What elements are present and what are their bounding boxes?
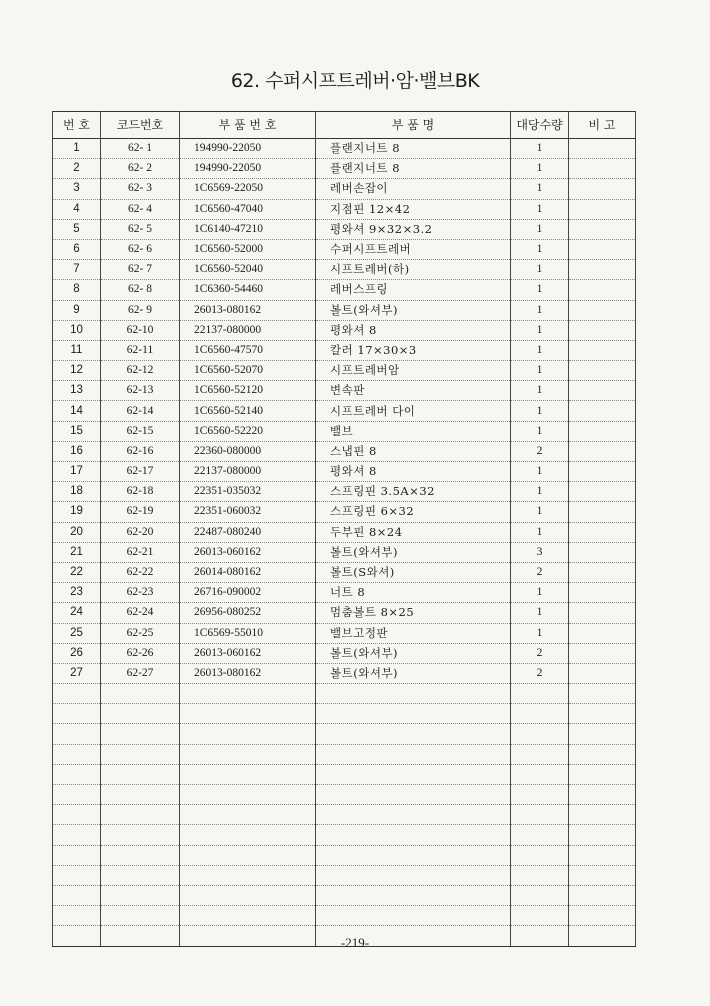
empty-cell xyxy=(180,684,316,704)
row-part-name: 볼트(와셔부) xyxy=(316,643,511,663)
table-row xyxy=(53,421,636,441)
table-row xyxy=(53,159,636,179)
row-code: 62- 7 xyxy=(101,260,180,280)
row-quantity: 1 xyxy=(511,603,569,623)
empty-cell xyxy=(180,805,316,825)
row-code: 62-15 xyxy=(101,421,180,441)
table-row xyxy=(53,260,636,280)
empty-cell xyxy=(101,845,180,865)
table-header-row xyxy=(53,112,636,139)
row-part-number: 1C6560-52220 xyxy=(180,421,316,441)
empty-cell xyxy=(180,906,316,926)
row-number: 21 xyxy=(53,542,101,562)
row-code: 62-22 xyxy=(101,562,180,582)
empty-cell xyxy=(53,906,101,926)
row-quantity: 1 xyxy=(511,583,569,603)
row-number: 18 xyxy=(53,482,101,502)
empty-cell xyxy=(101,885,180,905)
empty-cell xyxy=(511,805,569,825)
row-code: 62- 9 xyxy=(101,300,180,320)
table-row xyxy=(53,562,636,582)
row-part-name: 밸브고정판 xyxy=(316,623,511,643)
row-quantity: 1 xyxy=(511,462,569,482)
table-row xyxy=(53,482,636,502)
empty-cell xyxy=(180,704,316,724)
row-quantity: 1 xyxy=(511,199,569,219)
row-quantity: 1 xyxy=(511,381,569,401)
row-code: 62-17 xyxy=(101,462,180,482)
row-quantity: 1 xyxy=(511,219,569,239)
row-part-number: 26013-080162 xyxy=(180,663,316,683)
row-part-name: 밸브 xyxy=(316,421,511,441)
row-remark xyxy=(569,643,636,663)
header-no: 번 호 xyxy=(53,112,101,139)
row-number: 24 xyxy=(53,603,101,623)
empty-cell xyxy=(53,825,101,845)
table-row xyxy=(53,300,636,320)
empty-cell xyxy=(569,805,636,825)
row-part-name: 레버스프링 xyxy=(316,280,511,300)
row-part-name: 레버손잡이 xyxy=(316,179,511,199)
row-code: 62-24 xyxy=(101,603,180,623)
row-code: 62-11 xyxy=(101,340,180,360)
empty-row xyxy=(53,724,636,744)
empty-cell xyxy=(53,885,101,905)
empty-cell xyxy=(316,906,511,926)
row-code: 62-16 xyxy=(101,441,180,461)
row-remark xyxy=(569,502,636,522)
row-part-number: 22351-035032 xyxy=(180,482,316,502)
row-part-number: 1C6140-47210 xyxy=(180,219,316,239)
empty-cell xyxy=(569,865,636,885)
empty-cell xyxy=(316,845,511,865)
row-number: 23 xyxy=(53,583,101,603)
row-part-number: 22137-080000 xyxy=(180,462,316,482)
row-part-number: 1C6560-52070 xyxy=(180,361,316,381)
table-row xyxy=(53,583,636,603)
row-quantity: 1 xyxy=(511,401,569,421)
row-number: 19 xyxy=(53,502,101,522)
row-code: 62- 3 xyxy=(101,179,180,199)
row-quantity: 1 xyxy=(511,280,569,300)
row-number: 16 xyxy=(53,441,101,461)
row-quantity: 2 xyxy=(511,441,569,461)
table-row xyxy=(53,139,636,159)
row-quantity: 1 xyxy=(511,623,569,643)
row-part-number: 1C6560-52040 xyxy=(180,260,316,280)
row-part-name: 시프트레버(하) xyxy=(316,260,511,280)
empty-cell xyxy=(569,845,636,865)
row-part-name: 평와셔 8 xyxy=(316,462,511,482)
empty-cell xyxy=(511,744,569,764)
row-number: 15 xyxy=(53,421,101,441)
row-part-number: 22137-080000 xyxy=(180,320,316,340)
header-part-number: 부 품 번 호 xyxy=(180,112,316,139)
row-part-name: 지점핀 12×42 xyxy=(316,199,511,219)
header-part-name: 부 품 명 xyxy=(316,112,511,139)
row-quantity: 1 xyxy=(511,421,569,441)
table-row xyxy=(53,239,636,259)
table-row xyxy=(53,623,636,643)
empty-cell xyxy=(53,724,101,744)
row-number: 5 xyxy=(53,219,101,239)
row-number: 22 xyxy=(53,562,101,582)
row-quantity: 1 xyxy=(511,239,569,259)
empty-cell xyxy=(53,865,101,885)
row-part-name: 볼트(와셔부) xyxy=(316,542,511,562)
empty-row xyxy=(53,764,636,784)
row-remark xyxy=(569,623,636,643)
row-remark xyxy=(569,603,636,623)
empty-cell xyxy=(101,744,180,764)
empty-cell xyxy=(101,724,180,744)
row-part-name: 볼트(와셔부) xyxy=(316,663,511,683)
row-remark xyxy=(569,441,636,461)
page-number: -219- xyxy=(340,935,370,950)
row-code: 62-27 xyxy=(101,663,180,683)
row-number: 8 xyxy=(53,280,101,300)
row-part-number: 22360-080000 xyxy=(180,441,316,461)
row-quantity: 1 xyxy=(511,361,569,381)
row-remark xyxy=(569,542,636,562)
empty-row xyxy=(53,906,636,926)
row-remark xyxy=(569,139,636,159)
empty-cell xyxy=(180,785,316,805)
row-code: 62-13 xyxy=(101,381,180,401)
empty-cell xyxy=(180,764,316,784)
empty-cell xyxy=(101,785,180,805)
row-part-number: 26014-080162 xyxy=(180,562,316,582)
row-number: 4 xyxy=(53,199,101,219)
empty-row xyxy=(53,704,636,724)
row-number: 27 xyxy=(53,663,101,683)
row-part-number: 1C6560-52120 xyxy=(180,381,316,401)
empty-cell xyxy=(316,724,511,744)
row-remark xyxy=(569,462,636,482)
row-code: 62-10 xyxy=(101,320,180,340)
row-part-name: 칼러 17×30×3 xyxy=(316,340,511,360)
row-part-number: 1C6360-54460 xyxy=(180,280,316,300)
empty-cell xyxy=(511,865,569,885)
row-part-number: 1C6560-47570 xyxy=(180,340,316,360)
row-part-name: 멈춤볼트 8×25 xyxy=(316,603,511,623)
row-remark xyxy=(569,300,636,320)
empty-cell xyxy=(569,704,636,724)
empty-cell xyxy=(511,724,569,744)
table-row xyxy=(53,663,636,683)
empty-cell xyxy=(53,704,101,724)
row-code: 62-20 xyxy=(101,522,180,542)
row-remark xyxy=(569,522,636,542)
table-row xyxy=(53,462,636,482)
empty-row xyxy=(53,825,636,845)
row-part-number: 1C6569-22050 xyxy=(180,179,316,199)
row-code: 62-18 xyxy=(101,482,180,502)
row-quantity: 1 xyxy=(511,522,569,542)
row-code: 62-25 xyxy=(101,623,180,643)
row-number: 3 xyxy=(53,179,101,199)
table-row xyxy=(53,401,636,421)
empty-cell xyxy=(316,744,511,764)
empty-cell xyxy=(101,704,180,724)
row-code: 62- 6 xyxy=(101,239,180,259)
row-part-name: 스냅핀 8 xyxy=(316,441,511,461)
table-row xyxy=(53,340,636,360)
table-row xyxy=(53,361,636,381)
row-part-name: 너트 8 xyxy=(316,583,511,603)
empty-row xyxy=(53,785,636,805)
header-quantity: 대당수량 xyxy=(511,112,569,139)
row-part-name: 시프트레버암 xyxy=(316,361,511,381)
row-part-name: 평와셔 8 xyxy=(316,320,511,340)
row-quantity: 1 xyxy=(511,159,569,179)
empty-cell xyxy=(53,805,101,825)
row-code: 62- 8 xyxy=(101,280,180,300)
row-number: 9 xyxy=(53,300,101,320)
empty-cell xyxy=(101,825,180,845)
row-code: 62-21 xyxy=(101,542,180,562)
empty-row xyxy=(53,885,636,905)
table-row xyxy=(53,199,636,219)
table-row xyxy=(53,603,636,623)
empty-cell xyxy=(316,764,511,784)
row-quantity: 1 xyxy=(511,300,569,320)
empty-cell xyxy=(569,724,636,744)
row-part-number: 1C6560-52140 xyxy=(180,401,316,421)
row-number: 14 xyxy=(53,401,101,421)
row-part-name: 볼트(S와셔) xyxy=(316,562,511,582)
row-number: 10 xyxy=(53,320,101,340)
row-remark xyxy=(569,219,636,239)
row-quantity: 1 xyxy=(511,320,569,340)
empty-cell xyxy=(316,704,511,724)
row-remark xyxy=(569,663,636,683)
empty-cell xyxy=(101,805,180,825)
table-row xyxy=(53,542,636,562)
row-remark xyxy=(569,401,636,421)
table-row xyxy=(53,280,636,300)
empty-cell xyxy=(511,885,569,905)
empty-cell xyxy=(53,764,101,784)
empty-cell xyxy=(180,865,316,885)
empty-cell xyxy=(101,764,180,784)
row-remark xyxy=(569,159,636,179)
empty-cell xyxy=(316,785,511,805)
row-quantity: 3 xyxy=(511,542,569,562)
table-row xyxy=(53,179,636,199)
row-code: 62-26 xyxy=(101,643,180,663)
page-title: 62. 수퍼시프트레버·암·밸브BK xyxy=(230,70,480,92)
row-part-number: 194990-22050 xyxy=(180,159,316,179)
row-part-number: 1C6560-52000 xyxy=(180,239,316,259)
row-part-name: 평와셔 9×32×3.2 xyxy=(316,219,511,239)
empty-row xyxy=(53,744,636,764)
table-row xyxy=(53,219,636,239)
empty-cell xyxy=(511,825,569,845)
empty-cell xyxy=(511,764,569,784)
header-remark: 비 고 xyxy=(569,112,636,139)
empty-cell xyxy=(511,684,569,704)
row-code: 62-12 xyxy=(101,361,180,381)
empty-cell xyxy=(316,865,511,885)
empty-cell xyxy=(180,744,316,764)
row-number: 2 xyxy=(53,159,101,179)
empty-cell xyxy=(569,764,636,784)
empty-cell xyxy=(53,684,101,704)
table-row xyxy=(53,522,636,542)
empty-cell xyxy=(101,865,180,885)
table-row xyxy=(53,441,636,461)
empty-cell xyxy=(180,885,316,905)
empty-row xyxy=(53,805,636,825)
empty-cell xyxy=(316,885,511,905)
empty-cell xyxy=(511,704,569,724)
row-code: 62-19 xyxy=(101,502,180,522)
row-part-number: 194990-22050 xyxy=(180,139,316,159)
row-part-name: 두부핀 8×24 xyxy=(316,522,511,542)
row-part-name: 플랜지너트 8 xyxy=(316,159,511,179)
row-part-number: 26956-080252 xyxy=(180,603,316,623)
row-part-name: 볼트(와셔부) xyxy=(316,300,511,320)
row-remark xyxy=(569,260,636,280)
row-quantity: 2 xyxy=(511,643,569,663)
empty-cell xyxy=(180,825,316,845)
empty-cell xyxy=(511,785,569,805)
row-number: 12 xyxy=(53,361,101,381)
row-part-number: 26013-060162 xyxy=(180,542,316,562)
table-row xyxy=(53,502,636,522)
empty-cell xyxy=(101,684,180,704)
empty-cell xyxy=(53,845,101,865)
row-code: 62- 4 xyxy=(101,199,180,219)
row-code: 62-23 xyxy=(101,583,180,603)
empty-cell xyxy=(569,744,636,764)
row-number: 6 xyxy=(53,239,101,259)
row-part-number: 26716-090002 xyxy=(180,583,316,603)
row-remark xyxy=(569,239,636,259)
empty-cell xyxy=(180,845,316,865)
row-code: 62- 2 xyxy=(101,159,180,179)
header-code: 코드번호 xyxy=(101,112,180,139)
empty-cell xyxy=(101,906,180,926)
row-number: 17 xyxy=(53,462,101,482)
row-part-name: 시프트레버 다이 xyxy=(316,401,511,421)
empty-cell xyxy=(180,724,316,744)
row-code: 62- 5 xyxy=(101,219,180,239)
row-part-number: 22351-060032 xyxy=(180,502,316,522)
row-quantity: 1 xyxy=(511,179,569,199)
row-part-number: 1C6569-55010 xyxy=(180,623,316,643)
row-part-number: 26013-060162 xyxy=(180,643,316,663)
empty-cell xyxy=(511,906,569,926)
table-row xyxy=(53,381,636,401)
row-part-name: 변속판 xyxy=(316,381,511,401)
row-remark xyxy=(569,381,636,401)
row-remark xyxy=(569,320,636,340)
row-number: 13 xyxy=(53,381,101,401)
row-remark xyxy=(569,280,636,300)
empty-cell xyxy=(316,825,511,845)
empty-cell xyxy=(53,785,101,805)
table-row xyxy=(53,643,636,663)
empty-cell xyxy=(569,825,636,845)
row-quantity: 1 xyxy=(511,340,569,360)
empty-cell xyxy=(511,845,569,865)
row-code: 62-14 xyxy=(101,401,180,421)
row-remark xyxy=(569,562,636,582)
row-part-name: 수퍼시프트레버 xyxy=(316,239,511,259)
table-row xyxy=(53,320,636,340)
row-number: 7 xyxy=(53,260,101,280)
empty-cell xyxy=(316,805,511,825)
empty-row xyxy=(53,865,636,885)
empty-cell xyxy=(316,684,511,704)
row-number: 25 xyxy=(53,623,101,643)
row-code: 62- 1 xyxy=(101,139,180,159)
empty-cell xyxy=(569,785,636,805)
parts-table xyxy=(52,111,636,947)
row-remark xyxy=(569,179,636,199)
row-number: 26 xyxy=(53,643,101,663)
row-remark xyxy=(569,361,636,381)
row-quantity: 1 xyxy=(511,482,569,502)
row-remark xyxy=(569,482,636,502)
row-part-name: 스프링핀 6×32 xyxy=(316,502,511,522)
row-part-number: 22487-080240 xyxy=(180,522,316,542)
empty-cell xyxy=(569,906,636,926)
row-number: 11 xyxy=(53,340,101,360)
row-quantity: 1 xyxy=(511,139,569,159)
empty-cell xyxy=(569,684,636,704)
empty-row xyxy=(53,845,636,865)
row-quantity: 2 xyxy=(511,562,569,582)
row-quantity: 1 xyxy=(511,260,569,280)
row-quantity: 1 xyxy=(511,502,569,522)
row-remark xyxy=(569,421,636,441)
empty-cell xyxy=(53,744,101,764)
row-remark xyxy=(569,199,636,219)
row-remark xyxy=(569,340,636,360)
row-part-number: 26013-080162 xyxy=(180,300,316,320)
row-number: 20 xyxy=(53,522,101,542)
row-part-name: 스프링핀 3.5A×32 xyxy=(316,482,511,502)
row-number: 1 xyxy=(53,139,101,159)
row-part-name: 플랜지너트 8 xyxy=(316,139,511,159)
empty-cell xyxy=(569,885,636,905)
row-remark xyxy=(569,583,636,603)
empty-row xyxy=(53,684,636,704)
row-part-number: 1C6560-47040 xyxy=(180,199,316,219)
row-quantity: 2 xyxy=(511,663,569,683)
